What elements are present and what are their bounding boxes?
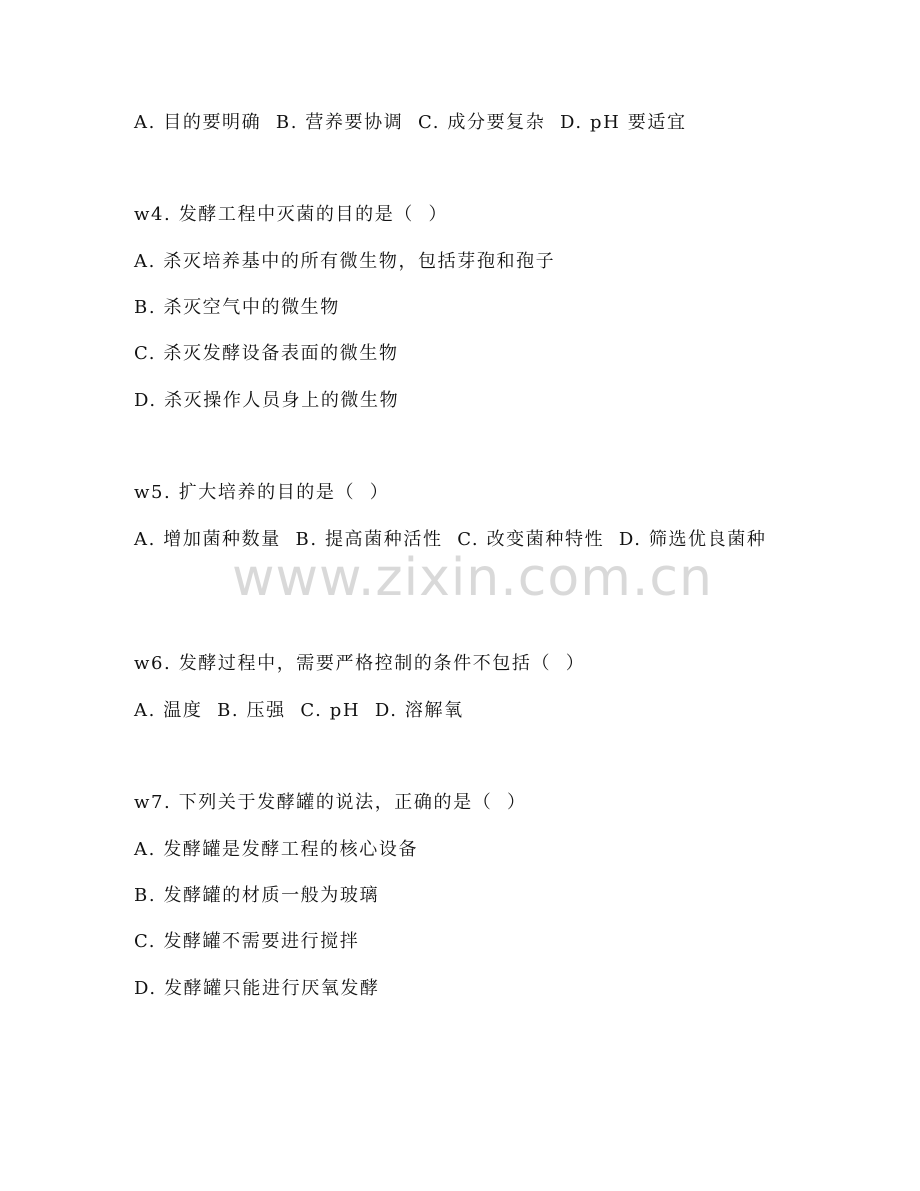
q3-options: A. 目的要明确 B. 营养要协调 C. 成分要复杂 D. pH 要适宜	[134, 112, 687, 133]
watermark: www.zixin.com.cn	[232, 548, 713, 608]
q6-stem: w6. 发酵过程中，需要严格控制的条件不包括（ ）	[134, 653, 586, 674]
q4-option-d: D. 杀灭操作人员身上的微生物	[134, 390, 400, 411]
q5-options: A. 增加菌种数量 B. 提高菌种活性 C. 改变菌种特性 D. 筛选优良菌种	[134, 529, 767, 550]
q7-option-b: B. 发酵罐的材质一般为玻璃	[134, 885, 380, 906]
q7-option-a: A. 发酵罐是发酵工程的核心设备	[134, 839, 419, 860]
q7-option-d: D. 发酵罐只能进行厌氧发酵	[134, 978, 380, 999]
q4-stem: w4. 发酵工程中灭菌的目的是（ ）	[134, 204, 449, 225]
q6-options: A. 温度 B. 压强 C. pH D. 溶解氧	[134, 700, 464, 721]
q4-option-a: A. 杀灭培养基中的所有微生物，包括芽孢和孢子	[134, 251, 556, 272]
q7-option-c: C. 发酵罐不需要进行搅拌	[134, 931, 360, 952]
q5-stem: w5. 扩大培养的目的是（ ）	[134, 482, 390, 503]
q4-option-c: C. 杀灭发酵设备表面的微生物	[134, 343, 399, 364]
q7-stem: w7. 下列关于发酵罐的说法，正确的是（ ）	[134, 792, 527, 813]
q4-option-b: B. 杀灭空气中的微生物	[134, 297, 340, 318]
